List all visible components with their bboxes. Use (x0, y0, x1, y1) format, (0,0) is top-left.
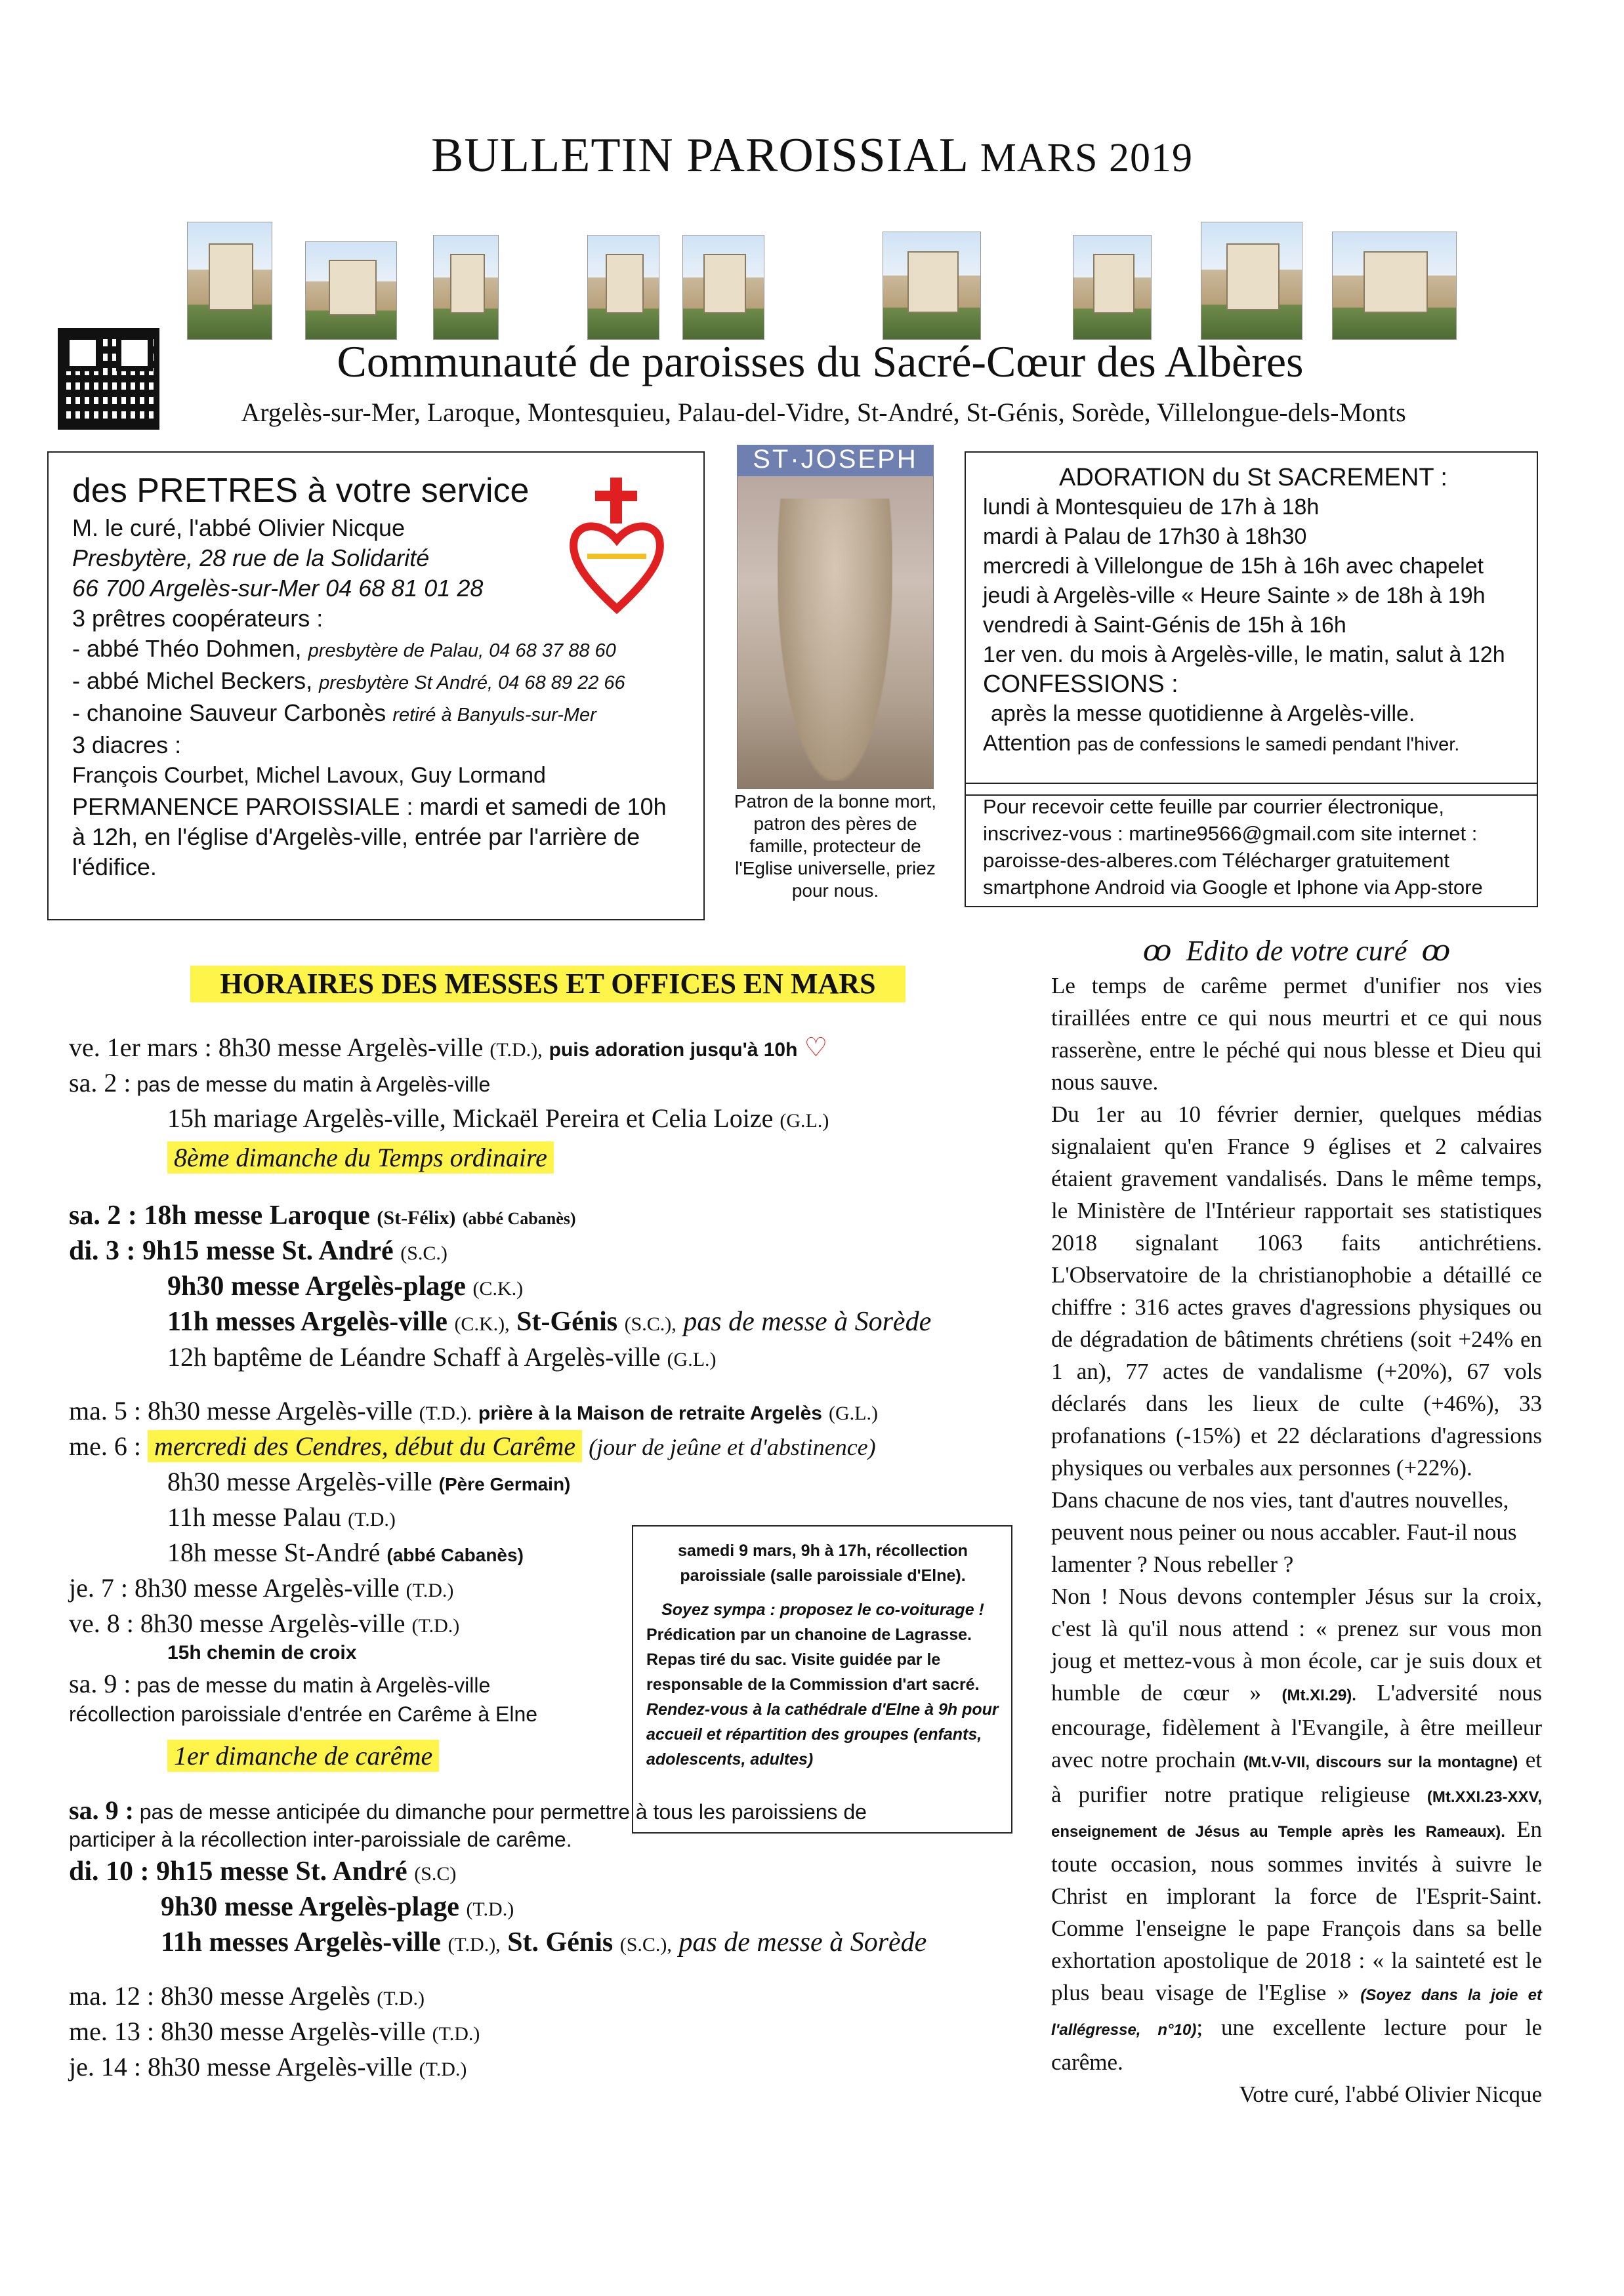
adoration-line: mercredi à Villelongue de 15h à 16h avec chapelet (983, 554, 1484, 579)
schedule-row: ve. 1er mars : 8h30 messe Argelès-ville (T.D.), puis adoration jusqu'à 10h ♡ (69, 1033, 828, 1062)
community-name: Communauté de paroisses du Sacré-Cœur des Albères (337, 337, 1304, 386)
schedule-row: 11h messes Argelès-ville (C.K.), St-Génis (S.C.), pas de messe à Sorède (167, 1307, 932, 1337)
church-photo (1201, 222, 1302, 340)
bulletin-title (0, 128, 1624, 184)
edito-heading: ꝏ Edito de votre curé ꝏ (1142, 935, 1451, 967)
st-joseph-label: ST·JOSEPH (737, 445, 934, 476)
schedule-row: me. 6 : mercredi des Cendres, début du Carême (jour de jeûne et d'abstinence) (69, 1431, 876, 1461)
st-joseph-figure (778, 499, 892, 781)
church-photo (187, 222, 272, 340)
schedule-row: di. 3 : 9h15 messe St. André (S.C.) (69, 1236, 448, 1266)
schedule-row: ma. 5 : 8h30 messe Argelès-ville (T.D.). prière à la Maison de retraite Argelès (G.L.) (69, 1396, 878, 1425)
schedule-row: ma. 12 : 8h30 messe Argelès (T.D.) (69, 1981, 425, 2011)
recollection-details: Prédication par un chanoine de Lagrasse. Repas tiré du sac. Visite guidée par le responsable de la Commission d'art sacré. (646, 1626, 980, 1694)
edito-signature: Votre curé, l'abbé Olivier Nicque (1239, 2081, 1542, 2107)
edito-paragraph: Le temps de carême permet d'unifier nos vies tiraillées entre ce qui nous meurtri et ce qui nous rasserène, entre le péché qui nous blesse et Dieu qui nous sauve. (1051, 973, 1542, 1095)
church-photo (587, 235, 659, 340)
church-photo (1073, 235, 1152, 340)
schedule-row: sa. 9 : pas de messe anticipée du dimanche pour permettre à tous les paroissiens de (69, 1795, 867, 1825)
confessions-line: après la messe quotidienne à Argelès-ville. (991, 701, 1415, 726)
edito-column (1051, 935, 1542, 2110)
cure-name: M. le curé, l'abbé Olivier Nicque (72, 514, 406, 541)
coop-heading: 3 prêtres coopérateurs : (72, 605, 323, 632)
adoration-line: mardi à Palau de 17h30 à 18h30 (983, 524, 1307, 549)
recollection-box (632, 1525, 1012, 1834)
coop-item: - abbé Théo Dohmen, presbytère de Palau, 04 68 37 88 60 (72, 635, 616, 662)
confessions-note: Attention pas de confessions le samedi pendant l'hiver. (983, 731, 1460, 756)
schedule-row: sa. 2 : 18h messe Laroque (St-Félix) (abbé Cabanès) (69, 1200, 576, 1231)
adoration-box (965, 451, 1538, 796)
church-photo (433, 235, 499, 340)
schedule-row: 9h30 messe Argelès-plage (C.K.) (167, 1271, 524, 1302)
email-subscribe-box: Pour recevoir cette feuille par courrier électronique, inscrivez-vous : martine9566@gmail.com site internet : paroisse-des-alberes.com Télécharger gratuitement smartphone Android via Google et Iphone via App-store (965, 783, 1538, 907)
confessions-heading: CONFESSIONS : (983, 670, 1178, 698)
edito-paragraph: Non ! Nous devons contempler Jésus sur la croix, c'est là qu'il nous attend : « prenez sur vous mon joug et mettez-vous à mon école, car je suis doux et humble de cœur » (Mt.XI.29). L'adversité nous encourage, fidèlement à l'Evangile, à être meilleur avec notre prochain (Mt.V-VII, discours sur la montagne) et à purifier notre pratique religieuse (Mt.XXI.23-XXV, enseignement de Jésus au Temple après les Rameaux). En toute occasion, nous sommes invités à suivre le Christ en implorant la force de l'Esprit-Saint. Comme l'enseigne le pape François dans sa belle exhortation apostolique de 2018 : « la sainteté est le plus beau visage de l'Eglise » (Soyez dans la joie et l'allégresse, n°10); une excellente lecture pour le carême. (1051, 1584, 1543, 2075)
schedule-row: participer à la récollection inter-paroissiale de carême. (69, 1828, 572, 1851)
schedule-row: 12h baptême de Léandre Schaff à Argelès-ville (G.L.) (167, 1342, 717, 1372)
schedule-row: je. 7 : 8h30 messe Argelès-ville (T.D.) (69, 1573, 454, 1603)
recollection-carpool: Soyez sympa : proposez le co-voiturage ! (661, 1601, 984, 1619)
recollection-date: samedi 9 mars, 9h à 17h, récollection paroissiale (salle paroissiale d'Elne). (678, 1542, 968, 1585)
schedule-row: 11h messe Palau (T.D.) (167, 1502, 396, 1532)
priests-heading: des PRETRES à votre service (72, 472, 530, 510)
schedule-row: me. 13 : 8h30 messe Argelès-ville (T.D.) (69, 2017, 480, 2046)
deacons-list: François Courbet, Michel Lavoux, Guy Lormand (72, 763, 546, 788)
adoration-heading: ADORATION du St SACREMENT : (1059, 464, 1447, 491)
st-joseph-caption: Patron de la bonne mort, patron des pères de famille, protecteur de l'Eglise universelle, priez pour nous. (734, 791, 937, 901)
schedule-row: 8h30 messe Argelès-ville (Père Germain) (167, 1467, 571, 1496)
church-photo-strip (187, 209, 1453, 340)
adoration-line: jeudi à Argelès-ville « Heure Sainte » de 18h à 19h (983, 583, 1486, 608)
schedule-row: 15h mariage Argelès-ville, Mickaël Pereira et Celia Loize (G.L.) (167, 1103, 829, 1133)
edito-paragraph: Du 1er au 10 février dernier, quelques médias signalaient qu'en France 9 églises et 2 calvaires étaient gravement vandalisés. Dans le même temps, le Ministère de l'Intérieur rapportait ses statistiques 2018 signalant 1063 faits antichrétiens. L'Observatoire de la christianophobie a détaillé ce chiffre : 316 actes graves d'agressions physiques ou de dégradation de bâtiments chrétiens (soit +24% en 1 an), 77 actes de vandalisme (+20%), 67 vols déclarés dans les lieux de culte (+46%), 33 profanations (-15%) et 22 déclarations d'agressions physiques ou verbales aux personnes (+22%). (1051, 1101, 1542, 1481)
edito-paragraph: Dans chacune de nos vies, tant d'autres nouvelles, peuvent nous peiner ou nous accabler. Faut-il nous lamenter ? Nous rebeller ? (1051, 1487, 1517, 1577)
permanence: PERMANENCE PAROISSIALE : mardi et samedi de 10h à 12h, en l'église d'Argelès-ville, entrée par l'arrière de l'édifice. (72, 793, 667, 880)
sunday-heading: 1er dimanche de carême (69, 1729, 1033, 1778)
schedule-row: récollection paroissiale d'entrée en Carême à Elne (69, 1702, 538, 1726)
towns-list: Argelès-sur-Mer, Laroque, Montesquieu, Palau-del-Vidre, St-André, St-Génis, Sorède, Villelongue-dels-Monts (241, 398, 1406, 427)
coop-item: - chanoine Sauveur Carbonès retiré à Banyuls-sur-Mer (72, 699, 596, 726)
schedule-row: sa. 2 : pas de messe du matin à Argelès-ville (69, 1068, 491, 1097)
schedule-row: 11h messes Argelès-ville (T.D.), St. Génis (S.C.), pas de messe à Sorède (161, 1927, 927, 1958)
schedule-row: 18h messe St-André (abbé Cabanès) (167, 1538, 524, 1567)
cure-phone: 66 700 Argelès-sur-Mer 04 68 81 01 28 (72, 575, 484, 602)
sacred-heart-icon (568, 478, 666, 615)
adoration-line: vendredi à Saint-Génis de 15h à 16h (983, 613, 1346, 638)
schedule-row: ve. 8 : 8h30 messe Argelès-ville (T.D.) (69, 1609, 460, 1638)
church-photo (1332, 232, 1457, 340)
sunday-heading: 8ème dimanche du Temps ordinaire (69, 1136, 1033, 1179)
cure-address: Presbytère, 28 rue de la Solidarité (72, 544, 430, 571)
schedule-row: di. 10 : 9h15 messe St. André (S.C) (69, 1856, 457, 1887)
schedule-row: sa. 9 : pas de messe du matin à Argelès-ville (69, 1669, 491, 1698)
adoration-line: lundi à Montesquieu de 17h à 18h (983, 495, 1320, 520)
church-photo (682, 235, 764, 340)
recollection-meeting: Rendez-vous à la cathédrale d'Elne à 9h pour accueil et répartition des groupes (enfants, adolescents, adultes) (646, 1700, 999, 1769)
church-photo (883, 232, 981, 340)
schedule-row: je. 14 : 8h30 messe Argelès-ville (T.D.) (69, 2052, 467, 2081)
church-photo (305, 241, 397, 340)
deacons-heading: 3 diacres : (72, 731, 182, 758)
title-text: BULLETIN PAROISSIAL (430, 129, 968, 182)
title-date: MARS 2019 (980, 136, 1194, 180)
schedule-title: HORAIRES DES MESSES ET OFFICES EN MARS (190, 966, 906, 1002)
adoration-line: 1er ven. du mois à Argelès-ville, le matin, salut à 12h (983, 642, 1505, 667)
schedule-row: 15h chemin de croix (167, 1642, 357, 1664)
coop-item: - abbé Michel Beckers, presbytère St André, 04 68 89 22 66 (72, 667, 625, 694)
schedule-row: 9h30 messe Argelès-plage (T.D.) (161, 1892, 514, 1922)
